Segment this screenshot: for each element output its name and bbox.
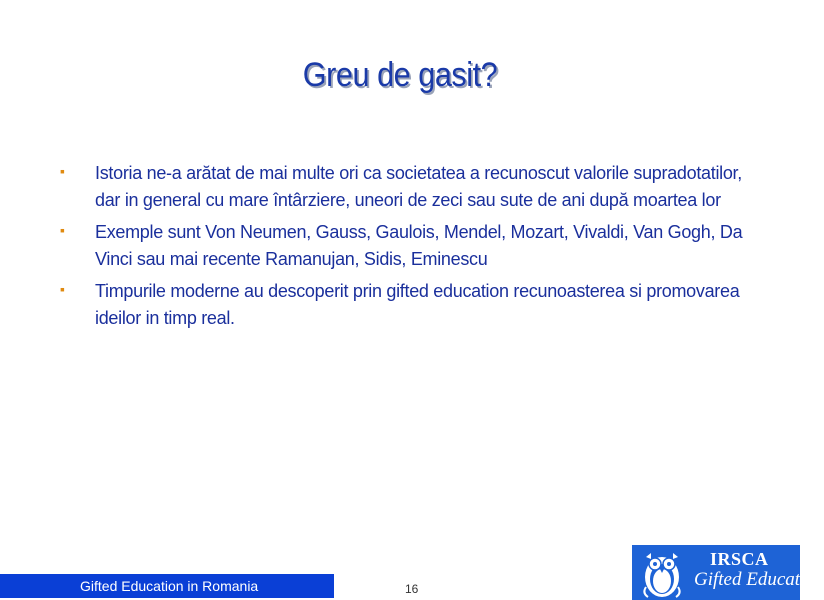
owl-icon xyxy=(638,549,686,599)
square-bullet-icon: ▪ xyxy=(60,222,65,238)
bullet-item xyxy=(60,278,760,331)
bullet-text: Istoria ne-a arătat de mai multe ori ca societatea a recunoscut valorile supradotatilor, dar in general cu mare întârziere, uneori de zeci sau sute de ani după moartea lor xyxy=(95,163,742,210)
slide-title: Greu de gasit? xyxy=(302,56,498,94)
irsca-logo xyxy=(632,545,824,600)
square-bullet-icon: ▪ xyxy=(60,163,65,179)
bullet-item xyxy=(60,160,760,213)
footer-bar xyxy=(0,574,334,598)
bullet-list xyxy=(60,160,760,337)
page-number: 16 xyxy=(405,582,419,596)
bullet-text: Exemple sunt Von Neumen, Gauss, Gaulois, Mendel, Mozart, Vivaldi, Van Gogh, Da Vinci sau mai recente Ramanujan, Sidis, Eminescu xyxy=(95,222,743,269)
bullet-item xyxy=(60,219,760,272)
bullet-text: Timpurile moderne au descoperit prin gifted education recunoasterea si promovarea ideilor in timp real. xyxy=(95,281,740,328)
logo-name: IRSCA xyxy=(710,549,769,569)
footer-label: Gifted Education in Romania xyxy=(80,578,259,594)
logo-tagline: Gifted Education xyxy=(694,569,824,590)
square-bullet-icon: ▪ xyxy=(60,281,65,297)
